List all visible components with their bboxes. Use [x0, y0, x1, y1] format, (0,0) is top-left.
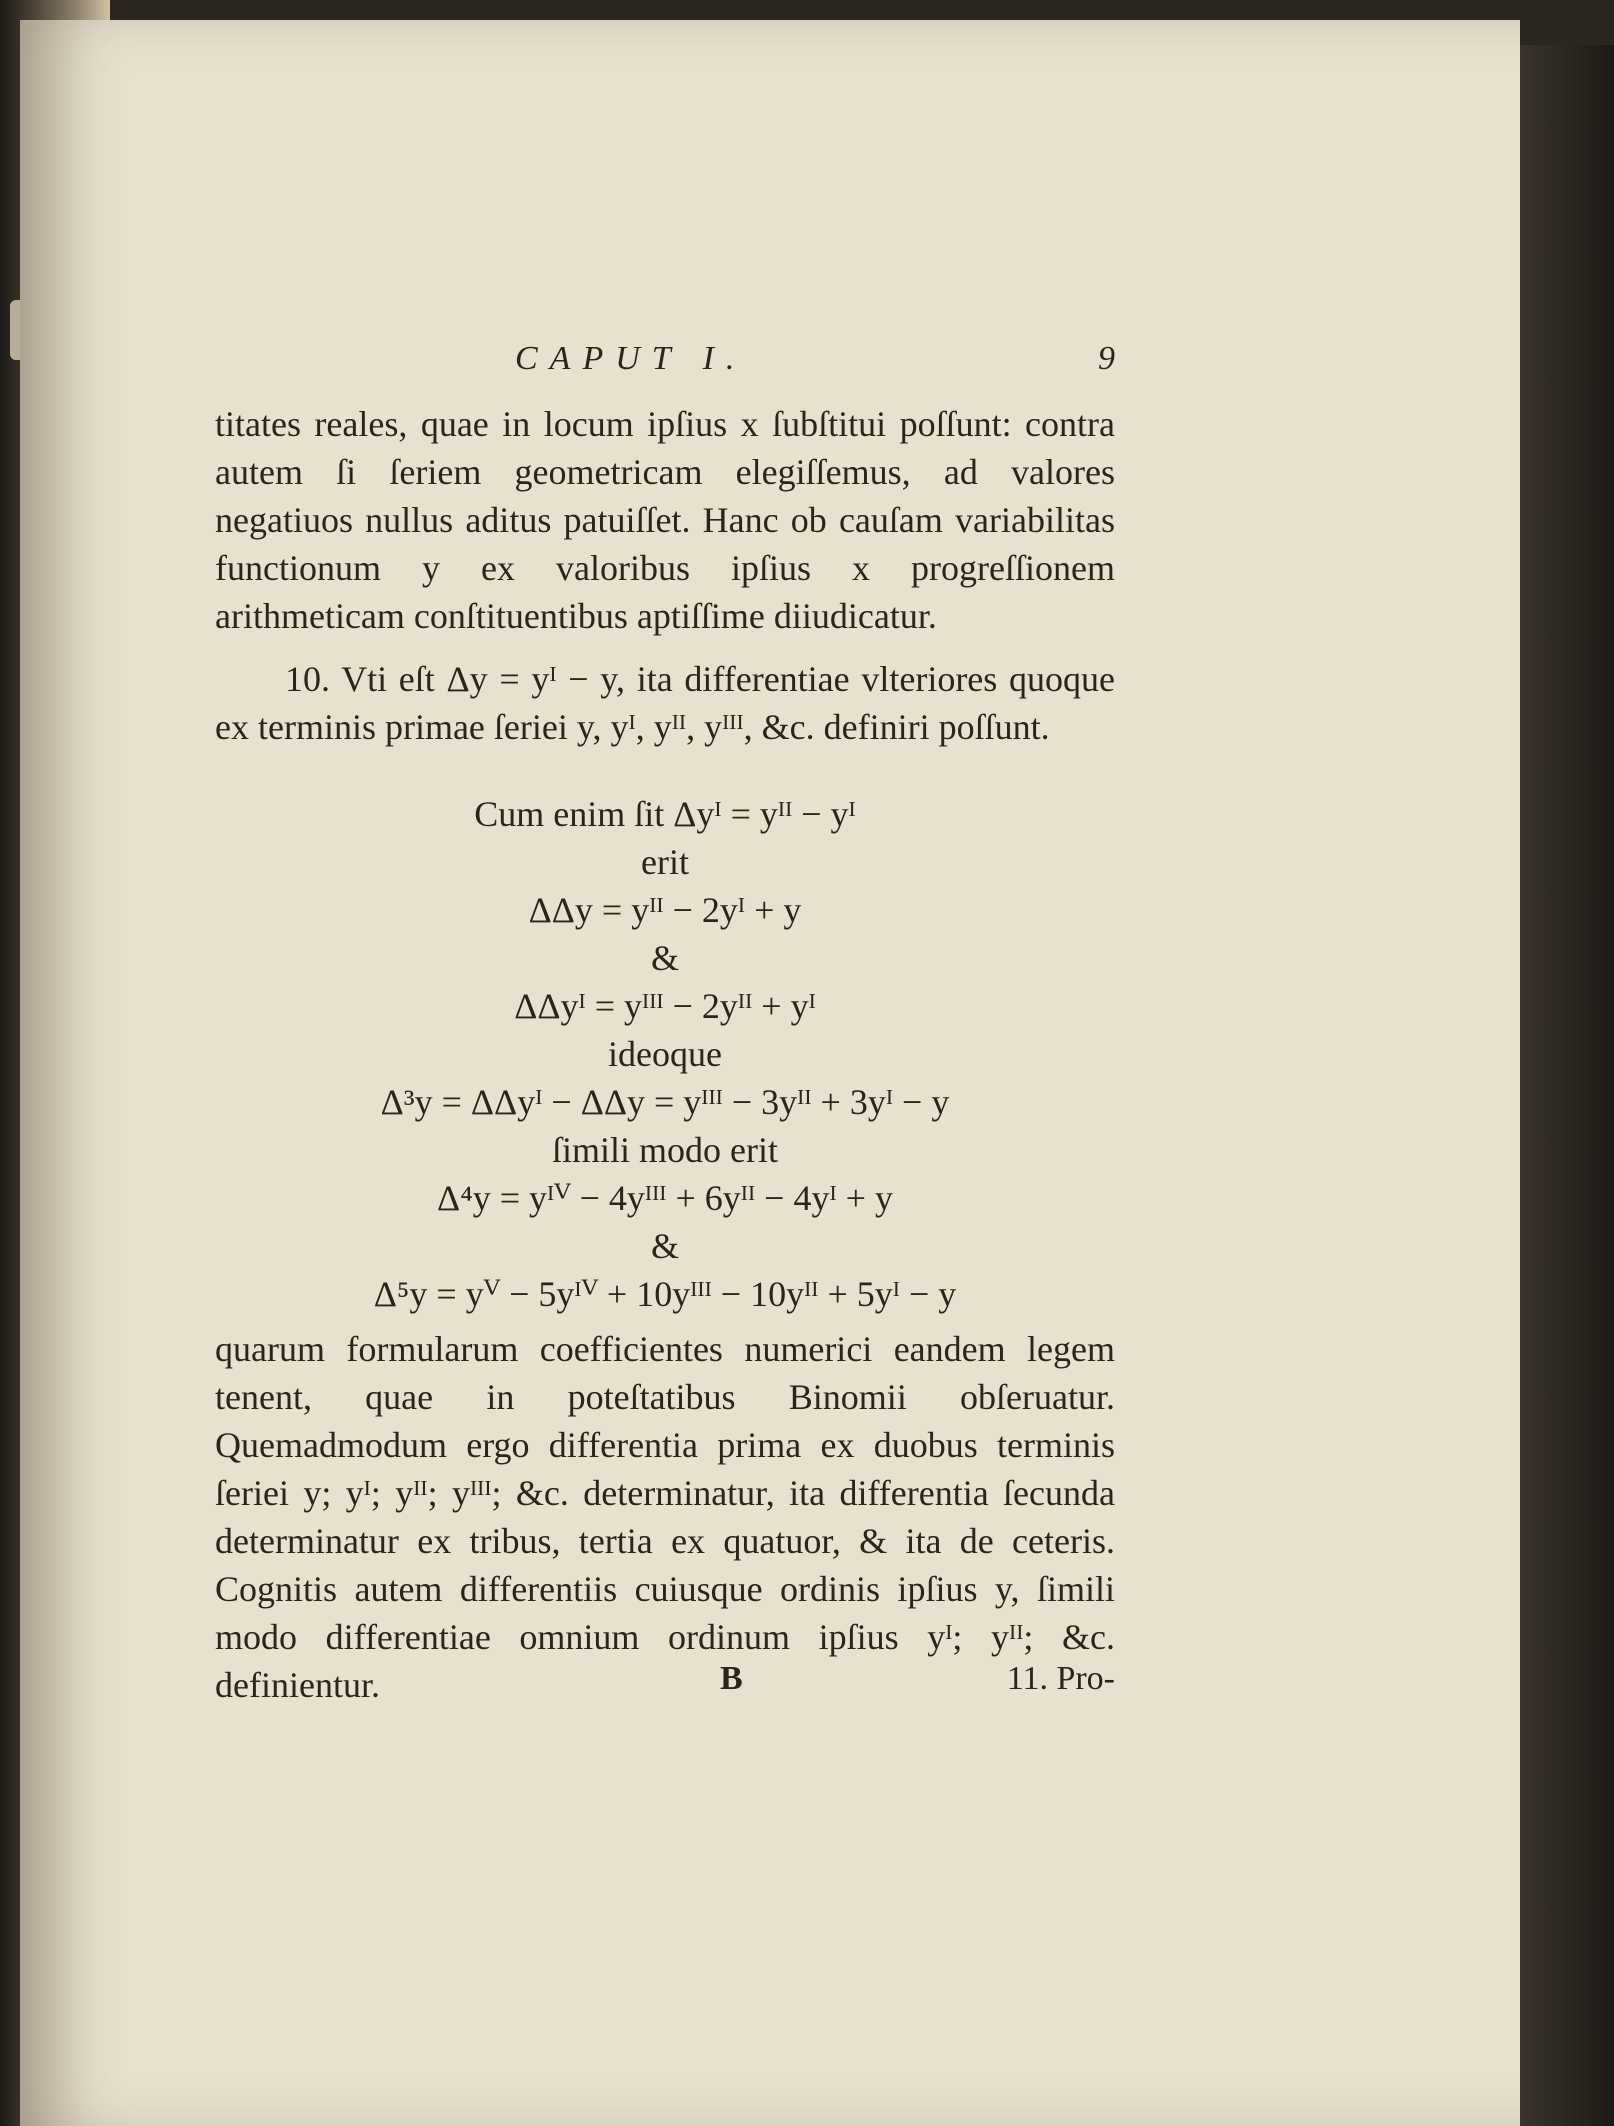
- equation-3: ΔΔyᴵ = yᴵᴵᴵ − 2yᴵᴵ + yᴵ: [514, 986, 816, 1026]
- equation-6: Δ⁵y = yⱽ − 5yᴵⱽ + 10yᴵᴵᴵ − 10yᴵᴵ + 5yᴵ − y: [373, 1274, 957, 1314]
- equation-word-erit: erit: [641, 842, 689, 882]
- equation-2: ΔΔy = yᴵᴵ − 2yᴵ + y: [528, 890, 802, 930]
- page-footer: [215, 1660, 1115, 1710]
- equation-word-simili: ſimili modo erit: [552, 1130, 778, 1170]
- running-head: [215, 340, 1115, 390]
- equation-word-ideoque: ideoque: [608, 1034, 722, 1074]
- catchword: 11. Pro-: [1006, 1660, 1115, 1697]
- equation-word-and-2: &: [650, 1226, 679, 1266]
- chapter-title: CAPUT I.: [515, 340, 747, 377]
- equation-word-and-1: &: [650, 938, 679, 978]
- page-number: 9: [1098, 340, 1115, 377]
- page-edge-shadow: [1520, 45, 1614, 2126]
- equation-5: Δ⁴y = yᴵⱽ − 4yᴵᴵᴵ + 6yᴵᴵ − 4yᴵ + y: [437, 1178, 893, 1218]
- signature-mark: B: [720, 1660, 743, 1697]
- equation-1: Cum enim ſit Δyᴵ = yᴵᴵ − yᴵ: [474, 794, 856, 834]
- paragraph-1: titates reales, quae in locum ipſius x ſubſtitui poſſunt: contra autem ſi ſeriem geometricam elegiſſemus, ad valores negatiuos nullus aditus patuiſſet. Hanc ob cauſam variabilitas functionum y ex valoribus ipſius x progreſſionem arithmeticam conſtituentibus aptiſſime diiudicatur.: [215, 404, 1115, 636]
- paragraph-2: 10. Vti eſt Δy = yᴵ − y, ita differentiae vlteriores quoque ex terminis primae ſeriei y, yᴵ, yᴵᴵ, yᴵᴵᴵ, &c. definiri poſſunt.: [215, 659, 1115, 747]
- equation-4: Δ³y = ΔΔyᴵ − ΔΔy = yᴵᴵᴵ − 3yᴵᴵ + 3yᴵ − y: [380, 1082, 950, 1122]
- paragraph-3: quarum formularum coefficientes numerici eandem legem tenent, quae in poteſtatibus Binomii obſeruatur. Quemadmodum ergo differentia prima ex duobus terminis ſeriei y; yᴵ; yᴵᴵ; yᴵᴵᴵ; &c. determinatur, ita differentia ſecunda determinatur ex tribus, tertia ex quatuor, & ita de ceteris. Cognitis autem differentiis cuiusque ordinis ipſius y, ſimili modo differentiae omnium ordinum ipſius yᴵ; yᴵᴵ; &c. definientur.: [215, 1329, 1115, 1705]
